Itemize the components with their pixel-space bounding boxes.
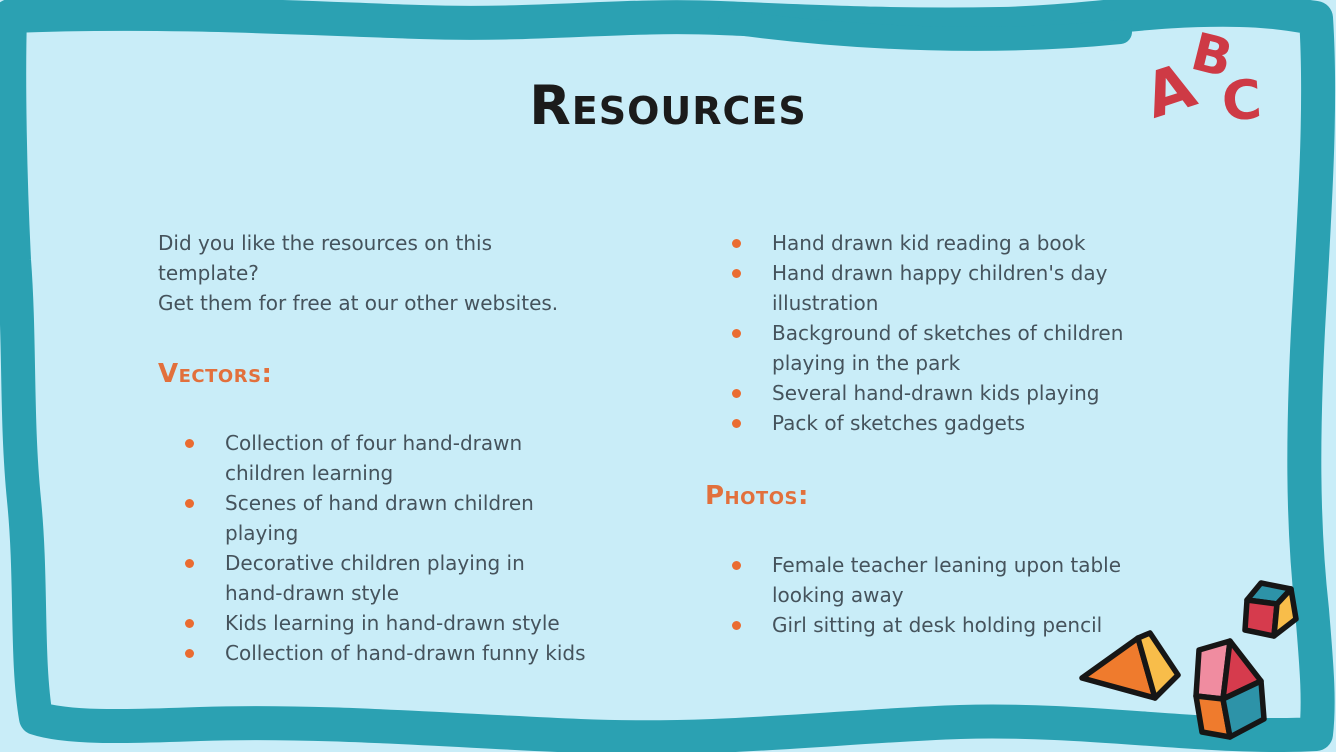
left-column (158, 228, 598, 668)
bullet-dot-icon (732, 239, 741, 248)
list-item-text: Background of sketches of children playing in the park (772, 321, 1124, 375)
list-item (183, 608, 598, 638)
list-item-text: Kids learning in hand-drawn style (225, 611, 560, 635)
bullet-dot-icon (185, 499, 194, 508)
abc-letter-b: B (1185, 22, 1239, 90)
intro-line-1: Did you like the resources on this template? (158, 231, 492, 285)
bullet-dot-icon (732, 269, 741, 278)
toy-blocks-illustration (1050, 560, 1336, 752)
list-item-text: Collection of four hand-drawn children learning (225, 431, 523, 485)
vectors-heading: Vectors: (158, 359, 273, 389)
list-item-text: Pack of sketches gadgets (772, 411, 1026, 435)
list-item-text: Scenes of hand drawn children playing (225, 491, 534, 545)
list-item (730, 258, 1185, 318)
bullet-dot-icon (732, 419, 741, 428)
bullet-dot-icon (185, 649, 194, 658)
list-item (730, 318, 1185, 378)
list-item-text: Decorative children playing in hand-drawn style (225, 551, 525, 605)
bullet-dot-icon (185, 619, 194, 628)
list-item-text: Hand drawn kid reading a book (772, 231, 1086, 255)
list-item-text: Female teacher leaning upon table looking away (772, 553, 1122, 607)
list-item-text: Girl sitting at desk holding pencil (772, 613, 1103, 637)
abc-letter-a: A (1135, 48, 1204, 133)
list-item (730, 228, 1185, 258)
intro-text (158, 228, 598, 318)
bullet-dot-icon (185, 439, 194, 448)
bullet-dot-icon (732, 329, 741, 338)
bullet-dot-icon (732, 621, 741, 630)
list-item (183, 638, 598, 668)
list-item-text: Several hand-drawn kids playing (772, 381, 1100, 405)
list-item (183, 548, 598, 608)
page-title: Resources (529, 74, 807, 137)
abc-letter-c: C (1219, 67, 1264, 134)
list-item (730, 408, 1185, 438)
bullet-dot-icon (732, 561, 741, 570)
bullet-dot-icon (732, 389, 741, 398)
vectors-list-right (705, 228, 1185, 438)
vectors-list-left (158, 428, 598, 668)
photos-heading: Photos: (705, 481, 809, 511)
abc-doodle (1130, 22, 1300, 158)
list-item (183, 488, 598, 548)
list-item (183, 428, 598, 488)
bullet-dot-icon (185, 559, 194, 568)
list-item-text: Collection of hand-drawn funny kids (225, 641, 586, 665)
list-item (730, 378, 1185, 408)
intro-line-2: Get them for free at our other websites. (158, 291, 559, 315)
list-item-text: Hand drawn happy children's day illustration (772, 261, 1108, 315)
